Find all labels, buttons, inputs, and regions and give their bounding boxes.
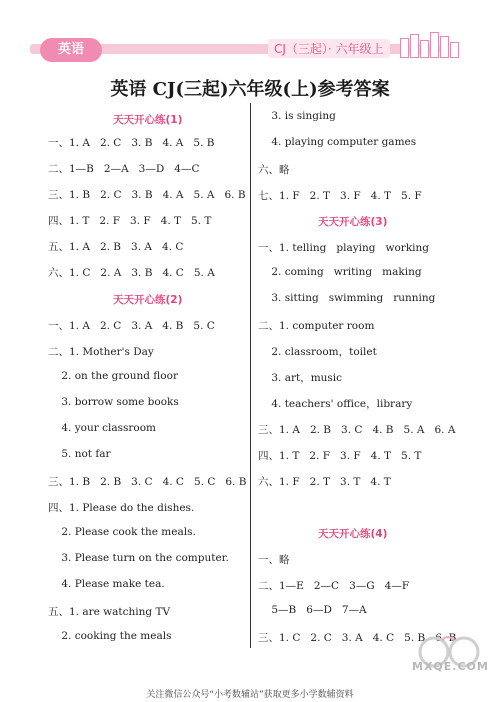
answer-line: 3. sitting swimming running <box>258 292 436 304</box>
answer-line: 三、1. A 2. B 3. C 4. B 5. A 6. A <box>258 424 456 436</box>
section-heading-3: 天天开心练(3) <box>318 216 388 228</box>
answer-line: 二、1. computer room <box>258 320 375 332</box>
answer-line: 四、1. T 2. F 3. F 4. T 5. T <box>48 215 212 227</box>
answer-line: 4. playing computer games <box>258 136 417 148</box>
answer-line: 二、1. Mother's Day <box>48 346 154 358</box>
answer-line: 一、1. A 2. C 3. A 4. B 5. C <box>48 320 215 332</box>
answer-line: 五、1. A 2. B 3. A 4. C <box>48 241 184 253</box>
answer-line: 2. on the ground floor <box>48 370 178 382</box>
watermark-text: MXQE.COM <box>412 660 489 673</box>
answer-line: 一、略 <box>258 554 290 566</box>
answer-line: 二、1—B 2—A 3—D 4—C <box>48 163 200 175</box>
books-icon <box>400 30 460 58</box>
answer-line: 2. cooking the meals <box>48 630 172 642</box>
answer-line: 四、1. T 2. F 3. F 4. T 5. T <box>258 450 422 462</box>
answer-line: 四、1. Please do the dishes. <box>48 502 195 514</box>
answer-line: 3. is singing <box>258 110 336 122</box>
answer-line: 六、1. F 2. T 3. T 4. T <box>258 476 391 488</box>
answer-line: 七、1. F 2. T 3. F 4. T 5. F <box>258 190 422 202</box>
answer-line: 六、略 <box>258 164 290 176</box>
section-heading-2: 天天开心练(2) <box>113 294 183 306</box>
answer-line: 4. your classroom <box>48 422 156 434</box>
answer-line: 三、1. B 2. C 3. B 4. A 5. A 6. B <box>48 189 246 201</box>
answer-line: 三、1. B 2. B 3. C 4. C 5. C 6. B <box>48 476 247 488</box>
answer-line: 3. art，music <box>258 372 343 384</box>
answer-line: 一、1. telling playing working <box>258 242 430 254</box>
grade-tag: CJ（三起）· 六年级上 <box>268 39 390 58</box>
subject-logo: 英语 <box>40 38 102 62</box>
answer-line: 二、1—E 2—C 3—G 4—F <box>258 580 410 592</box>
answer-line: 4. teachers' office，library <box>258 398 413 410</box>
page-header <box>0 0 500 60</box>
section-heading-1: 天天开心练(1) <box>113 114 183 126</box>
answer-line: 4. Please make tea. <box>48 578 165 590</box>
answer-line: 一、1. A 2. C 3. B 4. A 5. B <box>48 137 215 149</box>
page-title: 英语 CJ(三起)六年级(上)参考答案 <box>110 79 390 100</box>
answer-line: 2. classroom，toilet <box>258 346 377 358</box>
column-divider <box>250 103 251 648</box>
answer-line: 3. Please turn on the computer. <box>48 552 229 564</box>
answer-line: 五、1. are watching TV <box>48 606 171 618</box>
answer-line: 5—B 6—D 7—A <box>258 604 367 616</box>
answer-line: 三、1. C 2. C 3. A 4. C 5. B 6. B <box>258 632 457 644</box>
answer-line: 5. not far <box>48 448 111 460</box>
answer-line: 3. borrow some books <box>48 396 179 408</box>
answer-line: 2. coming writing making <box>258 266 422 278</box>
answer-line: 2. Please cook the meals. <box>48 526 196 538</box>
answer-line: 六、1. C 2. A 3. B 4. C 5. A <box>48 267 215 279</box>
section-heading-4: 天天开心练(4) <box>318 528 388 540</box>
page-footer: 关注微信公众号“小考数辅站”获取更多小学数辅资料 <box>146 690 354 700</box>
